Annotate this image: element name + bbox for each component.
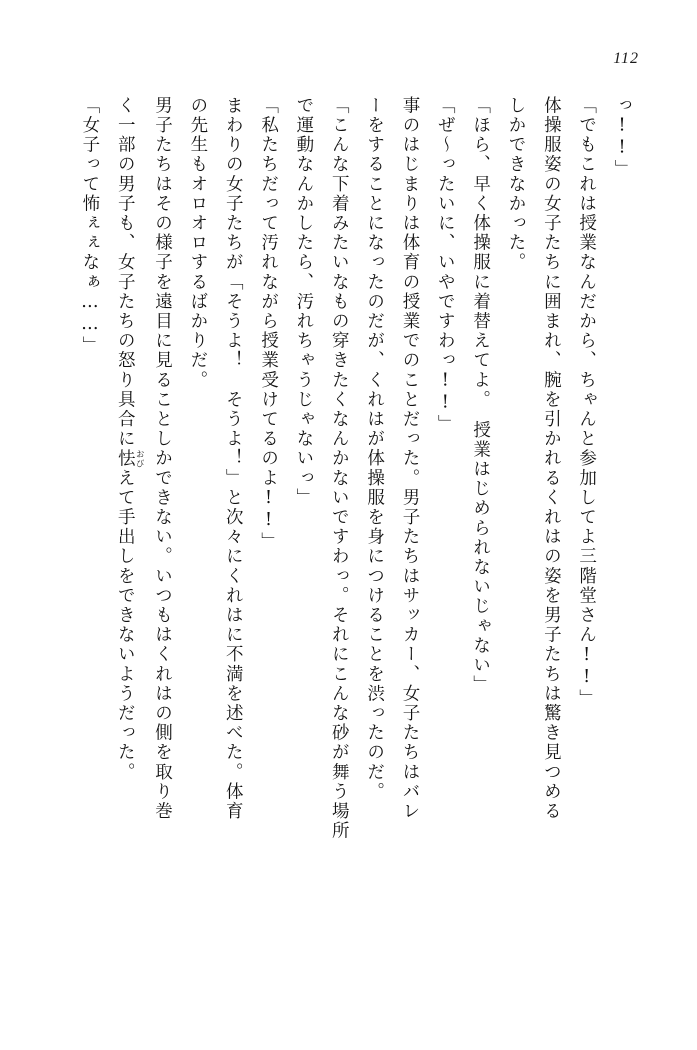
paragraph: 男子たちはその様子を遠目に見ることしかできない。いつもはくれはの側を取り巻 (152, 96, 173, 822)
paragraph: 事のはじまりは体育の授業でのことだった。男子たちはサッカー、女子たちはバレ (399, 96, 420, 822)
paragraph: 「こんな下着みたいなもの穿きたくなんかないですわっ。それにこんな砂が舞う場所 (329, 96, 350, 841)
ruby-annotation: 怯 おび (115, 448, 145, 469)
paragraph: っ!!」 (612, 96, 632, 180)
paragraph: ーをすることになったのだが、くれはが体操服を身につけることを渋ったのだ。 (364, 96, 385, 802)
paragraph: 「でもこれは授業なんだから、ちゃんと参加してよ三階堂さん!!」 (576, 96, 597, 709)
paragraph-ruby-text: く一部の男子も、女子たちの怒り具合に怯 おびえて手出しをできないようだった。 (115, 96, 145, 783)
paragraph: で運動なんかしたら、汚れちゃうじゃないっ」 (293, 96, 314, 508)
paragraph-with-ruby (107, 96, 144, 996)
paragraph: 体操服姿の女子たちに囲まれ、腕を引かれるくれはの姿を男子たちは驚き見つめる (541, 96, 562, 822)
paragraph: 「ほら、早く体操服に着替えてよ。 授業はじめられないじゃない」 (470, 96, 491, 695)
paragraph: 「私たちだって汚れながら授業受けてるのよ!!」 (258, 96, 279, 552)
body-text (58, 96, 639, 996)
paragraph: の先生もオロオロするばかりだ。 (187, 96, 208, 390)
paragraph: しかできなかった。 (505, 96, 526, 273)
paragraph: 「女子って怖ぇぇなぁ……」 (79, 96, 100, 356)
paragraph: まわりの女子たちが「そうよ！ そうよ！」と次々にくれはに不満を述べた。体育 (223, 96, 244, 822)
paragraph: 「ぜ～ったいに、いやですわっ!!」 (435, 96, 456, 435)
page-number: 112 (613, 50, 639, 67)
